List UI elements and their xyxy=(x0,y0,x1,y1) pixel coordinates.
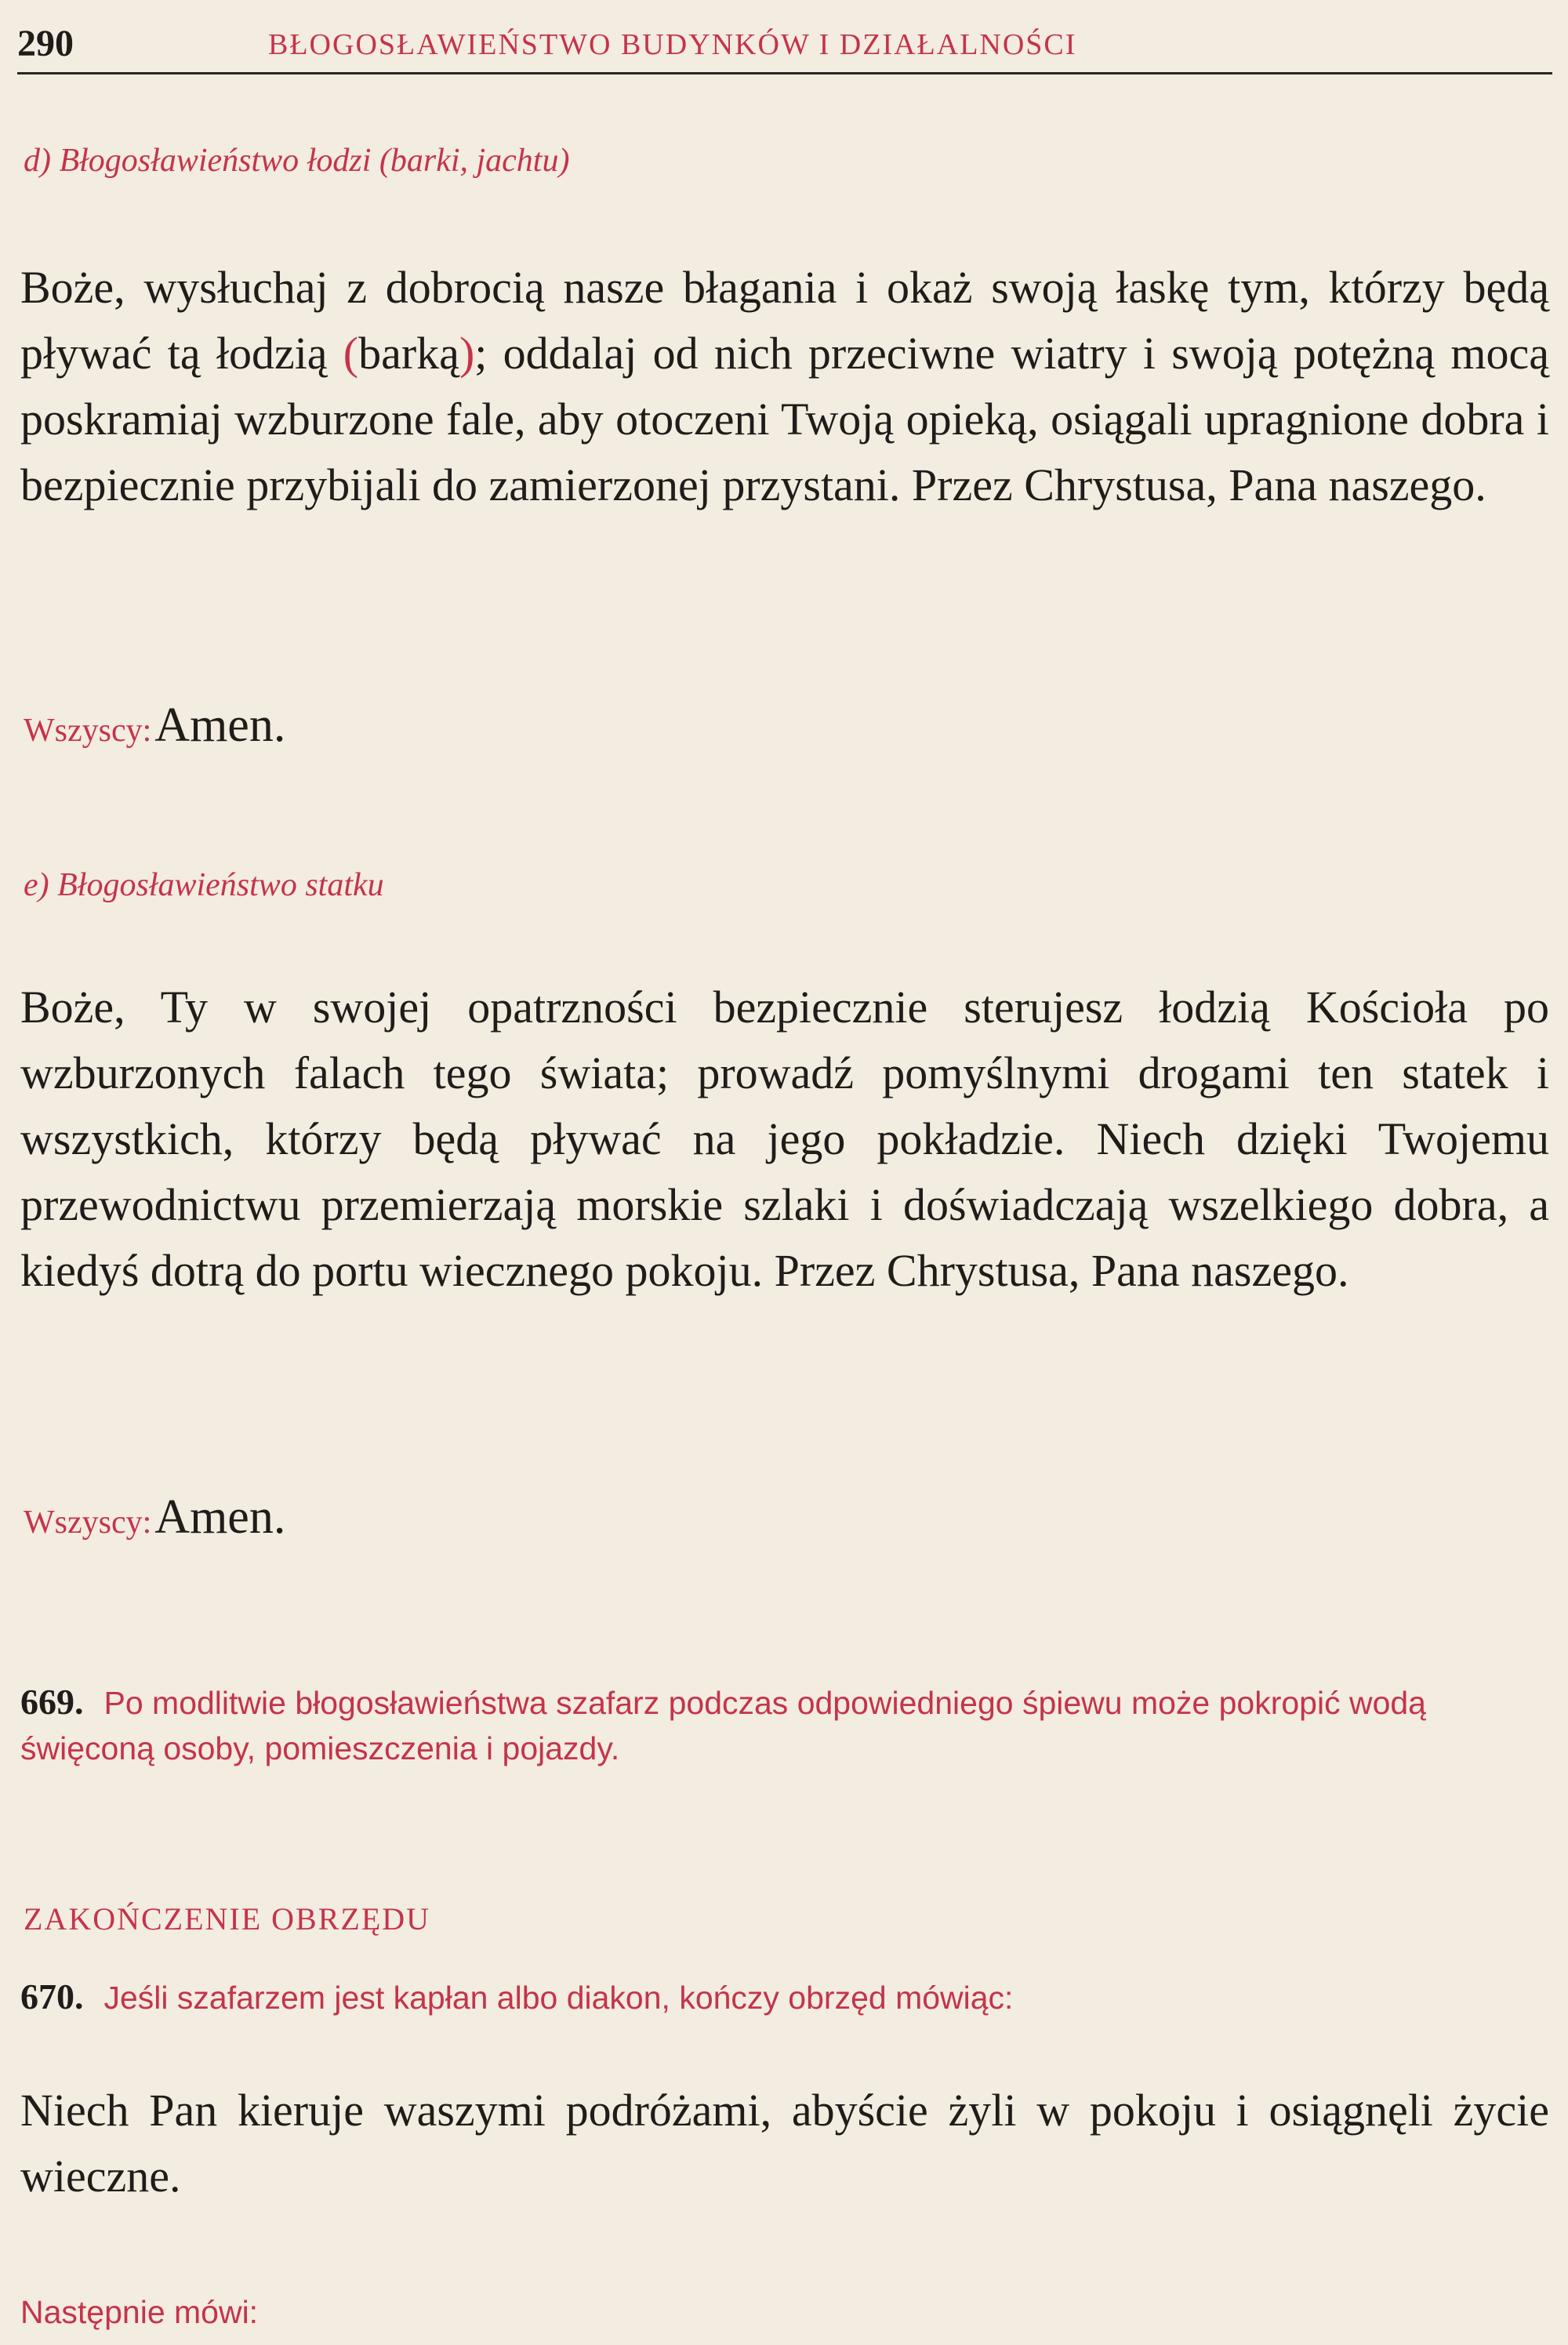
rubric-text: Po modlitwie błogosławieństwa szafarz podczas odpowiedniego śpiewu może pokropić wodą święconą osoby, pomieszczenia i pojazdy. xyxy=(20,1685,1426,1766)
prayer-boat-alt: barką xyxy=(358,328,459,379)
section-heading-ship: e) Błogosławieństwo statku xyxy=(24,867,384,903)
closing-heading: ZAKOŃCZENIE OBRZĘDU xyxy=(24,1901,431,1937)
running-head: BŁOGOSŁAWIEŃSTWO BUDYNKÓW I DZIAŁALNOŚCI xyxy=(268,28,1077,61)
prayer-ship: Boże, Ty w swojej opatrzności bezpiecznie sterujesz łodzią Kościoła po wzburzonych falach tego świata; prowadź pomyślnymi drogami ten statek i wszystkich, którzy będą pływać na jego pokładzie. Niech dzięki Twojemu przewodnictwu przemierzają morskie szlaki i doświadczają wszelkiego dobra, a kiedyś dotrą do portu wiecznego pokoju. Przez Chrystusa, Pana naszego. xyxy=(20,982,1549,1296)
prayer-boat-text-1: Boże, wysłuchaj z dobrocią nasze błagania i okaż swoją łaskę tym, którzy będą pływać tą łodzią xyxy=(20,262,1549,379)
rubric-number: 669. xyxy=(20,1682,84,1722)
page-header xyxy=(17,22,1552,74)
paren-open: ( xyxy=(343,328,359,379)
page-number: 290 xyxy=(17,23,74,64)
response-boat xyxy=(24,698,285,753)
response-text: Amen. xyxy=(154,699,286,752)
response-ship xyxy=(24,1490,285,1545)
rubric-669 xyxy=(20,1679,1553,1771)
prayer-boat-text-2: ; oddalaj od nich przeciwne wiatry i swoją potężną mocą poskramiaj wzburzone fale, aby otoczeni Twoją opieką, osiągali upragnione dobra i bezpiecznie przybijali do zamierzonej przystani. Przez Chrystusa, Pana naszego. xyxy=(20,328,1549,510)
next-rubric: Następnie mówi: xyxy=(20,2294,259,2330)
rubric-670 xyxy=(20,1974,1553,2020)
paren-close: ) xyxy=(459,328,475,379)
response-label: Wszyscy: xyxy=(24,1505,152,1541)
rubric-number: 670. xyxy=(20,1977,84,2016)
rubric-text: Jeśli szafarzem jest kapłan albo diakon, kończy obrzęd mówiąc: xyxy=(103,1980,1014,2016)
prayer-boat xyxy=(20,255,1549,518)
section-heading-boat: d) Błogosławieństwo łodzi (barki, jachtu) xyxy=(24,143,570,179)
response-label: Wszyscy: xyxy=(24,713,152,749)
closing-blessing: Niech Pan kieruje waszymi podróżami, abyście żyli w pokoju i osiągnęli życie wieczne. xyxy=(20,2085,1549,2202)
response-text: Amen. xyxy=(154,1490,286,1544)
